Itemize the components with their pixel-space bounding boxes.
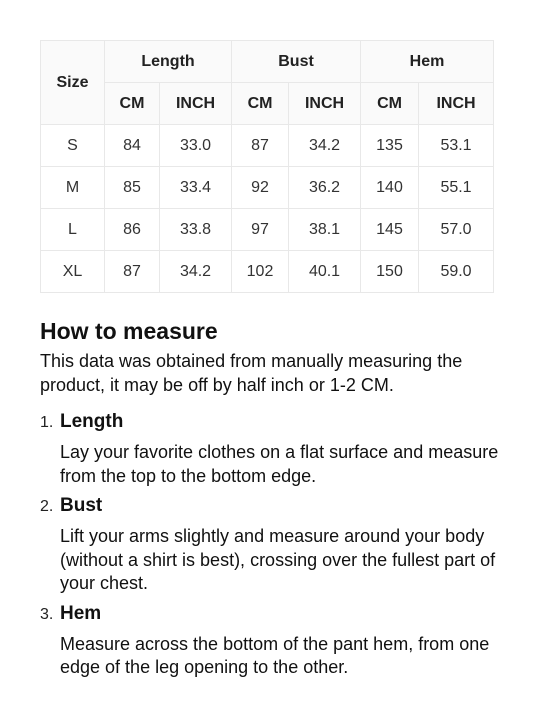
size-cell: XL bbox=[41, 251, 105, 293]
table-cell: 97 bbox=[232, 209, 289, 251]
table-row bbox=[41, 167, 494, 209]
table-cell: 34.2 bbox=[289, 125, 361, 167]
step-description: Lift your arms slightly and measure around your body (without a shirt is best), crossing over the fullest part of your chest. bbox=[60, 526, 496, 593]
table-cell: 40.1 bbox=[289, 251, 361, 293]
list-item bbox=[40, 495, 510, 596]
list-item bbox=[40, 411, 510, 488]
table-cell: 34.2 bbox=[160, 251, 232, 293]
table-cell: 33.0 bbox=[160, 125, 232, 167]
size-chart-table bbox=[40, 40, 494, 293]
table-cell: 135 bbox=[361, 125, 419, 167]
table-cell: 102 bbox=[232, 251, 289, 293]
table-header-row bbox=[41, 41, 494, 83]
table-cell: 145 bbox=[361, 209, 419, 251]
unit-header: CM bbox=[232, 83, 289, 125]
how-to-measure-section bbox=[40, 316, 510, 687]
table-cell: 84 bbox=[105, 125, 160, 167]
unit-header: INCH bbox=[419, 83, 494, 125]
table-row bbox=[41, 251, 494, 293]
table-cell: 59.0 bbox=[419, 251, 494, 293]
table-unit-row bbox=[41, 83, 494, 125]
hem-group-header: Hem bbox=[361, 41, 494, 83]
size-cell: M bbox=[41, 167, 105, 209]
table-row bbox=[41, 209, 494, 251]
unit-header: INCH bbox=[160, 83, 232, 125]
table-cell: 33.4 bbox=[160, 167, 232, 209]
table-cell: 86 bbox=[105, 209, 160, 251]
step-number: 1. bbox=[40, 414, 54, 431]
table-cell: 33.8 bbox=[160, 209, 232, 251]
table-cell: 92 bbox=[232, 167, 289, 209]
table-cell: 57.0 bbox=[419, 209, 494, 251]
step-title: Bust bbox=[60, 495, 103, 516]
unit-header: INCH bbox=[289, 83, 361, 125]
size-cell: S bbox=[41, 125, 105, 167]
table-cell: 150 bbox=[361, 251, 419, 293]
table-cell: 87 bbox=[232, 125, 289, 167]
step-title: Length bbox=[60, 411, 124, 432]
step-number: 3. bbox=[40, 605, 54, 623]
size-header: Size bbox=[41, 41, 105, 125]
measure-steps-list bbox=[40, 411, 510, 680]
length-group-header: Length bbox=[105, 41, 232, 83]
table-cell: 55.1 bbox=[419, 167, 494, 209]
table-cell: 38.1 bbox=[289, 209, 361, 251]
list-item bbox=[40, 603, 510, 680]
table-cell: 85 bbox=[105, 167, 160, 209]
step-description: Measure across the bottom of the pant hem, from one edge of the leg opening to the other. bbox=[60, 633, 490, 677]
table-cell: 87 bbox=[105, 251, 160, 293]
step-number: 2. bbox=[40, 498, 54, 515]
size-cell: L bbox=[41, 209, 105, 251]
step-description: Lay your favorite clothes on a flat surface and measure from the top to the bottom edge. bbox=[60, 442, 499, 486]
unit-header: CM bbox=[361, 83, 419, 125]
table-cell: 53.1 bbox=[419, 125, 494, 167]
bust-group-header: Bust bbox=[232, 41, 361, 83]
section-title: How to measure bbox=[40, 318, 218, 344]
unit-header: CM bbox=[105, 83, 160, 125]
table-cell: 36.2 bbox=[289, 167, 361, 209]
table-cell: 140 bbox=[361, 167, 419, 209]
step-title: Hem bbox=[60, 602, 102, 624]
table-row bbox=[41, 125, 494, 167]
intro-text: This data was obtained from manually measuring the product, it may be off by half inch or 1-2 CM. bbox=[40, 351, 463, 395]
